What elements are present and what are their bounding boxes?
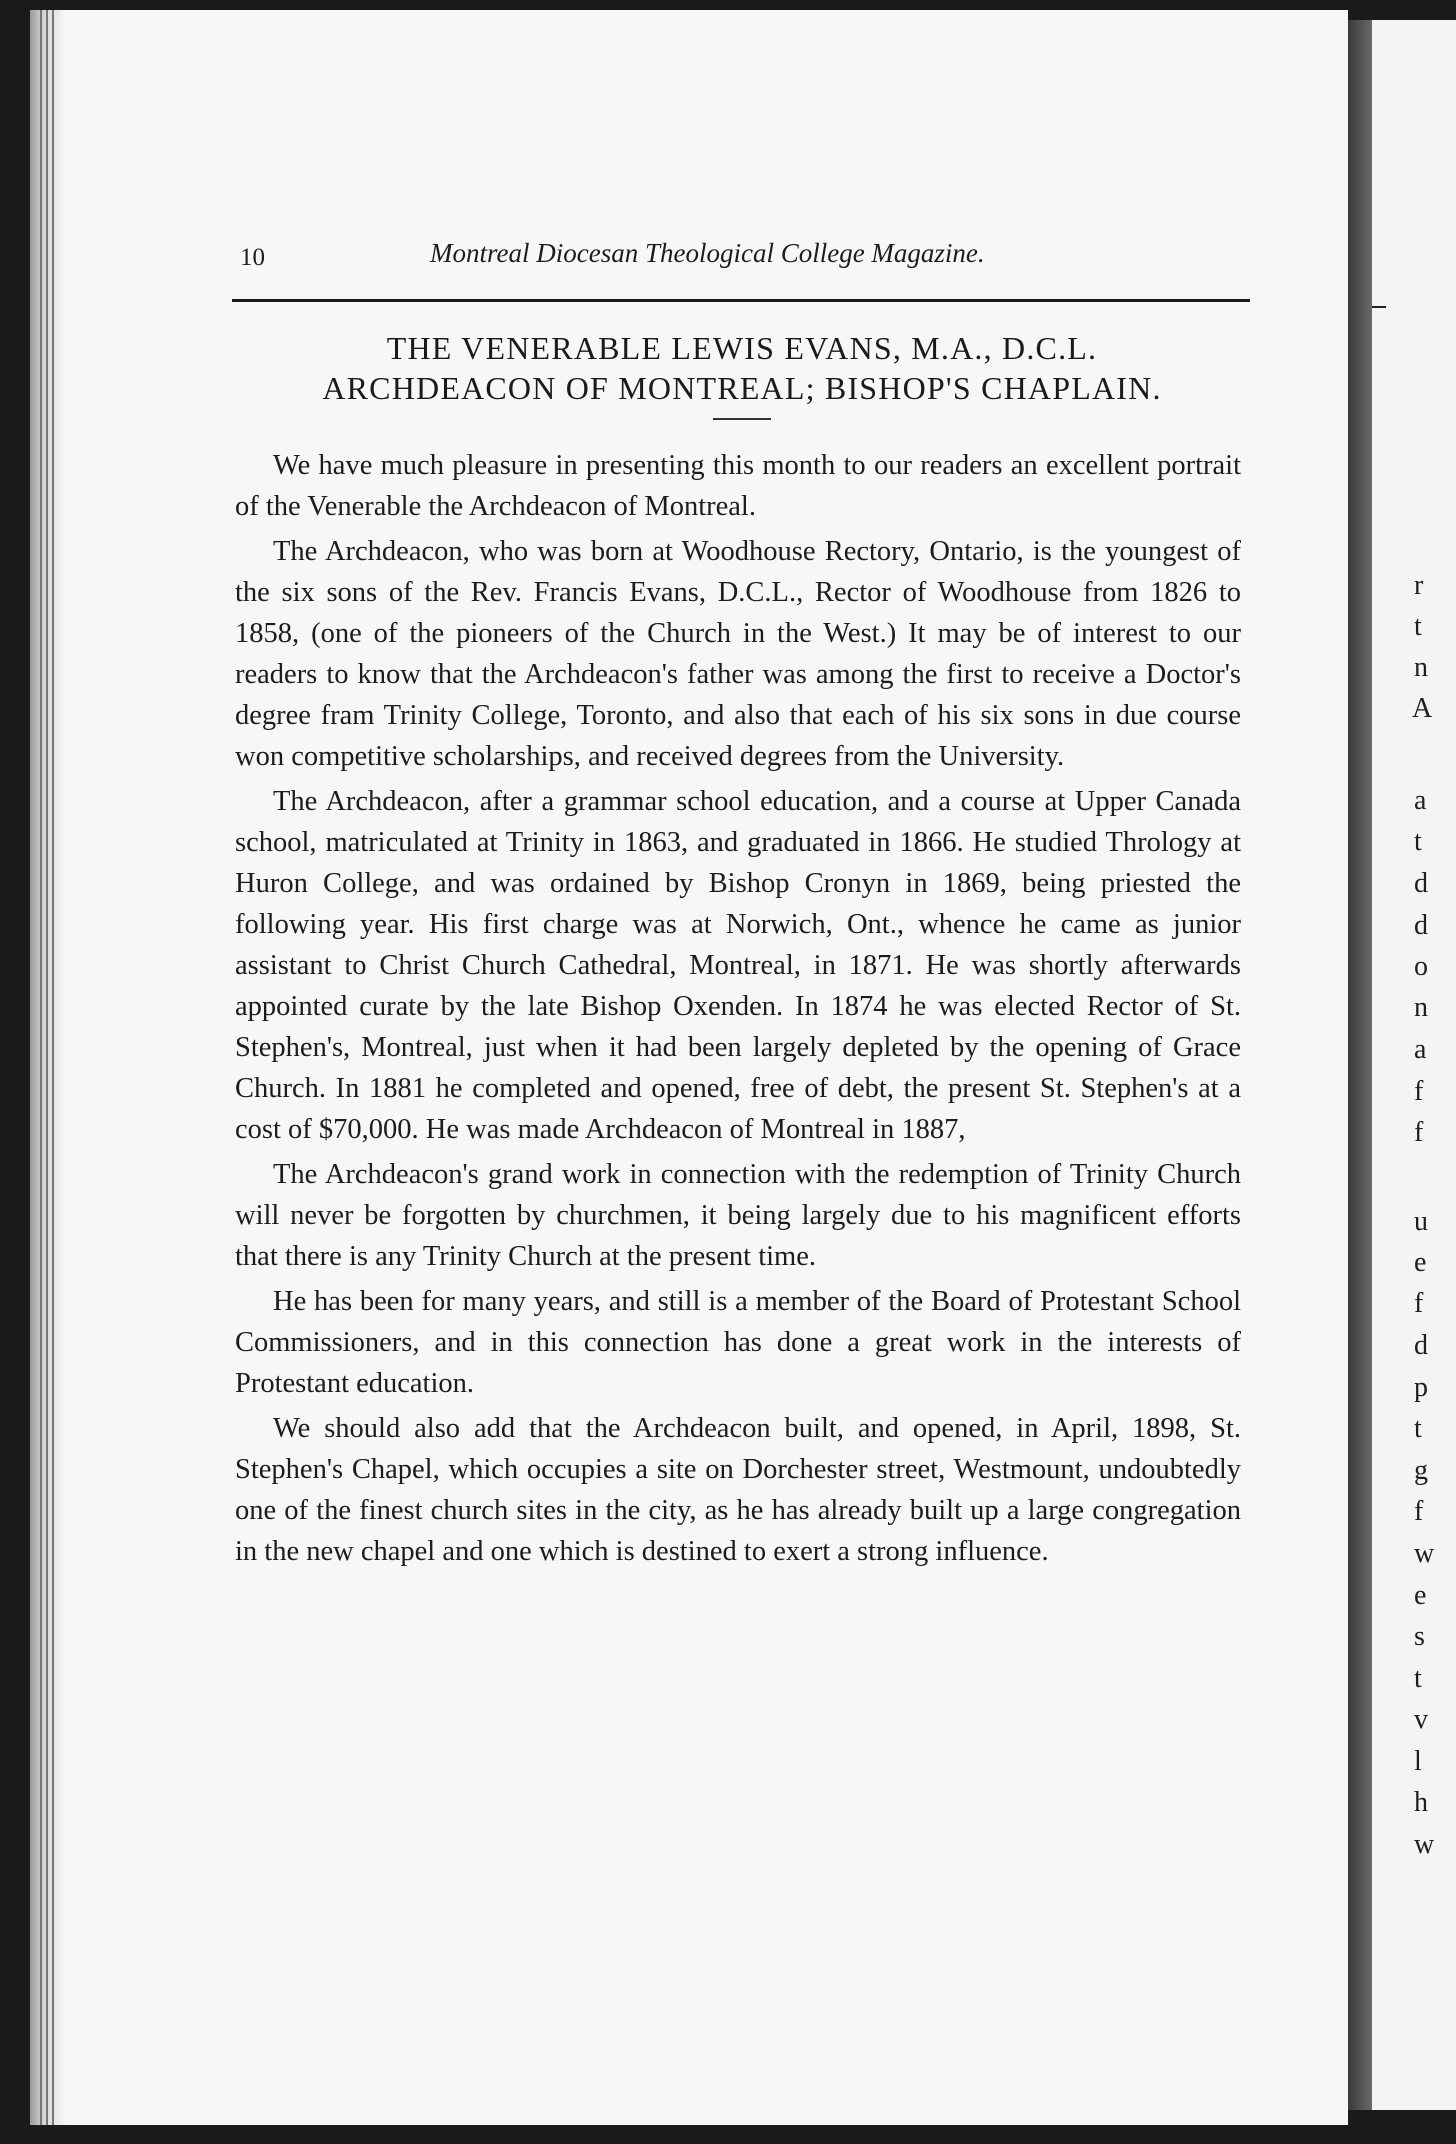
facing-page-letter: f — [1414, 1496, 1424, 1527]
article-paragraph: The Archdeacon, who was born at Woodhouse Rectory, Ontario, is the youngest of the six sons of the Rev. Francis Evans, D.C.L., Rector of Woodhouse from 1826 to 1858, (one of the pioneers of the Church in the West.) It may be of interest to our readers to know that the Archdeacon's father was among the first to receive a Doctor's degree fram Trinity College, Toronto, and also that each of his six sons in due course won competitive scholarships, and received degrees from the University. — [235, 536, 1241, 772]
running-title: Montreal Diocesan Theological College Magazine. — [430, 238, 985, 268]
article-paragraph: We have much pleasure in presenting this month to our readers an excellent portrait of the Venerable the Archdeacon of Montreal. — [235, 450, 1241, 522]
facing-page-rule — [1372, 306, 1386, 308]
facing-page-letter: d — [1414, 868, 1428, 899]
page-header — [232, 238, 1252, 278]
page-stack-line — [40, 10, 42, 2125]
facing-page-letter: a — [1414, 785, 1427, 816]
facing-page-letter: r — [1414, 570, 1424, 601]
facing-page — [1372, 20, 1456, 2110]
facing-page-letter: u — [1414, 1206, 1428, 1237]
facing-page-letter: t — [1414, 826, 1422, 857]
article-paragraph: We should also add that the Archdeacon built, and opened, in April, 1898, St. Stephen's Chapel, which occupies a site on Dorchester street, Westmount, undoubtedly one of the finest church sites in the city, as he has already built up a large congregation in the new chapel and one which is destined to exert a strong influence. — [235, 1413, 1241, 1567]
article-body — [235, 445, 1241, 1576]
facing-page-letter: g — [1414, 1455, 1428, 1486]
article-title — [232, 328, 1252, 420]
facing-page-letter: f — [1414, 1288, 1424, 1319]
article-paragraph: The Archdeacon's grand work in connection with the redemption of Trinity Church will never be forgotten by churchmen, it being largely due to his magnificent efforts that there is any Trinity Church at the present time. — [235, 1159, 1241, 1272]
facing-page-letter: h — [1414, 1787, 1428, 1818]
article-title-line-2: ARCHDEACON OF MONTREAL; BISHOP'S CHAPLAIN. — [322, 370, 1162, 406]
facing-page-letter: f — [1414, 1076, 1424, 1107]
facing-page-letter: t — [1414, 611, 1422, 642]
page-stack-line — [46, 10, 48, 2125]
facing-page-letter: o — [1414, 951, 1428, 982]
facing-page-letter: d — [1414, 910, 1428, 941]
facing-page-letter: n — [1414, 652, 1428, 683]
facing-page-letter: a — [1414, 1034, 1427, 1065]
article-paragraph: The Archdeacon, after a grammar school education, and a course at Upper Canada school, matriculated at Trinity in 1863, and graduated in 1866. He studied Thrology at Huron College, and was ordained by Bishop Cronyn in 1869, being priested the following year. His first charge was at Norwich, Ont., whence he came as junior assistant to Christ Church Cathedral, Montreal, in 1871. He was shortly afterwards appointed curate by the late Bishop Oxenden. In 1874 he was elected Rector of St. Stephen's, Montreal, just when it had been largely depleted by the opening of Grace Church. In 1881 he completed and opened, free of debt, the present St. Stephen's at a cost of $70,000. He was made Archdeacon of Montreal in 1887, — [235, 786, 1241, 1145]
facing-page-letter: A — [1412, 693, 1433, 724]
facing-page-letter: n — [1414, 992, 1428, 1023]
spine-shadow — [30, 10, 66, 2125]
header-rule — [232, 299, 1250, 302]
facing-page-letter: t — [1414, 1413, 1422, 1444]
book-gutter — [1348, 20, 1372, 2110]
facing-page-letter: e — [1414, 1247, 1427, 1278]
facing-page-letter: f — [1414, 1117, 1424, 1148]
article-paragraph: He has been for many years, and still is a member of the Board of Protestant School Commissioners, and in this connection has done a great work in the interests of Protestant education. — [235, 1286, 1241, 1399]
facing-page-letter: s — [1414, 1621, 1425, 1652]
facing-page-letter: w — [1414, 1538, 1435, 1569]
title-divider — [713, 418, 771, 420]
facing-page-letter: p — [1414, 1372, 1428, 1403]
facing-page-letter: e — [1414, 1580, 1427, 1611]
facing-page-letter: d — [1414, 1330, 1428, 1361]
facing-page-letter: v — [1414, 1704, 1428, 1735]
facing-page-letter: t — [1414, 1663, 1422, 1694]
facing-page-letter: w — [1414, 1829, 1435, 1860]
article-title-line-1: THE VENERABLE LEWIS EVANS, M.A., D.C.L. — [386, 330, 1098, 366]
page-number: 10 — [240, 244, 265, 271]
page-stack-line — [52, 10, 54, 2125]
facing-page-letter: l — [1414, 1746, 1422, 1777]
